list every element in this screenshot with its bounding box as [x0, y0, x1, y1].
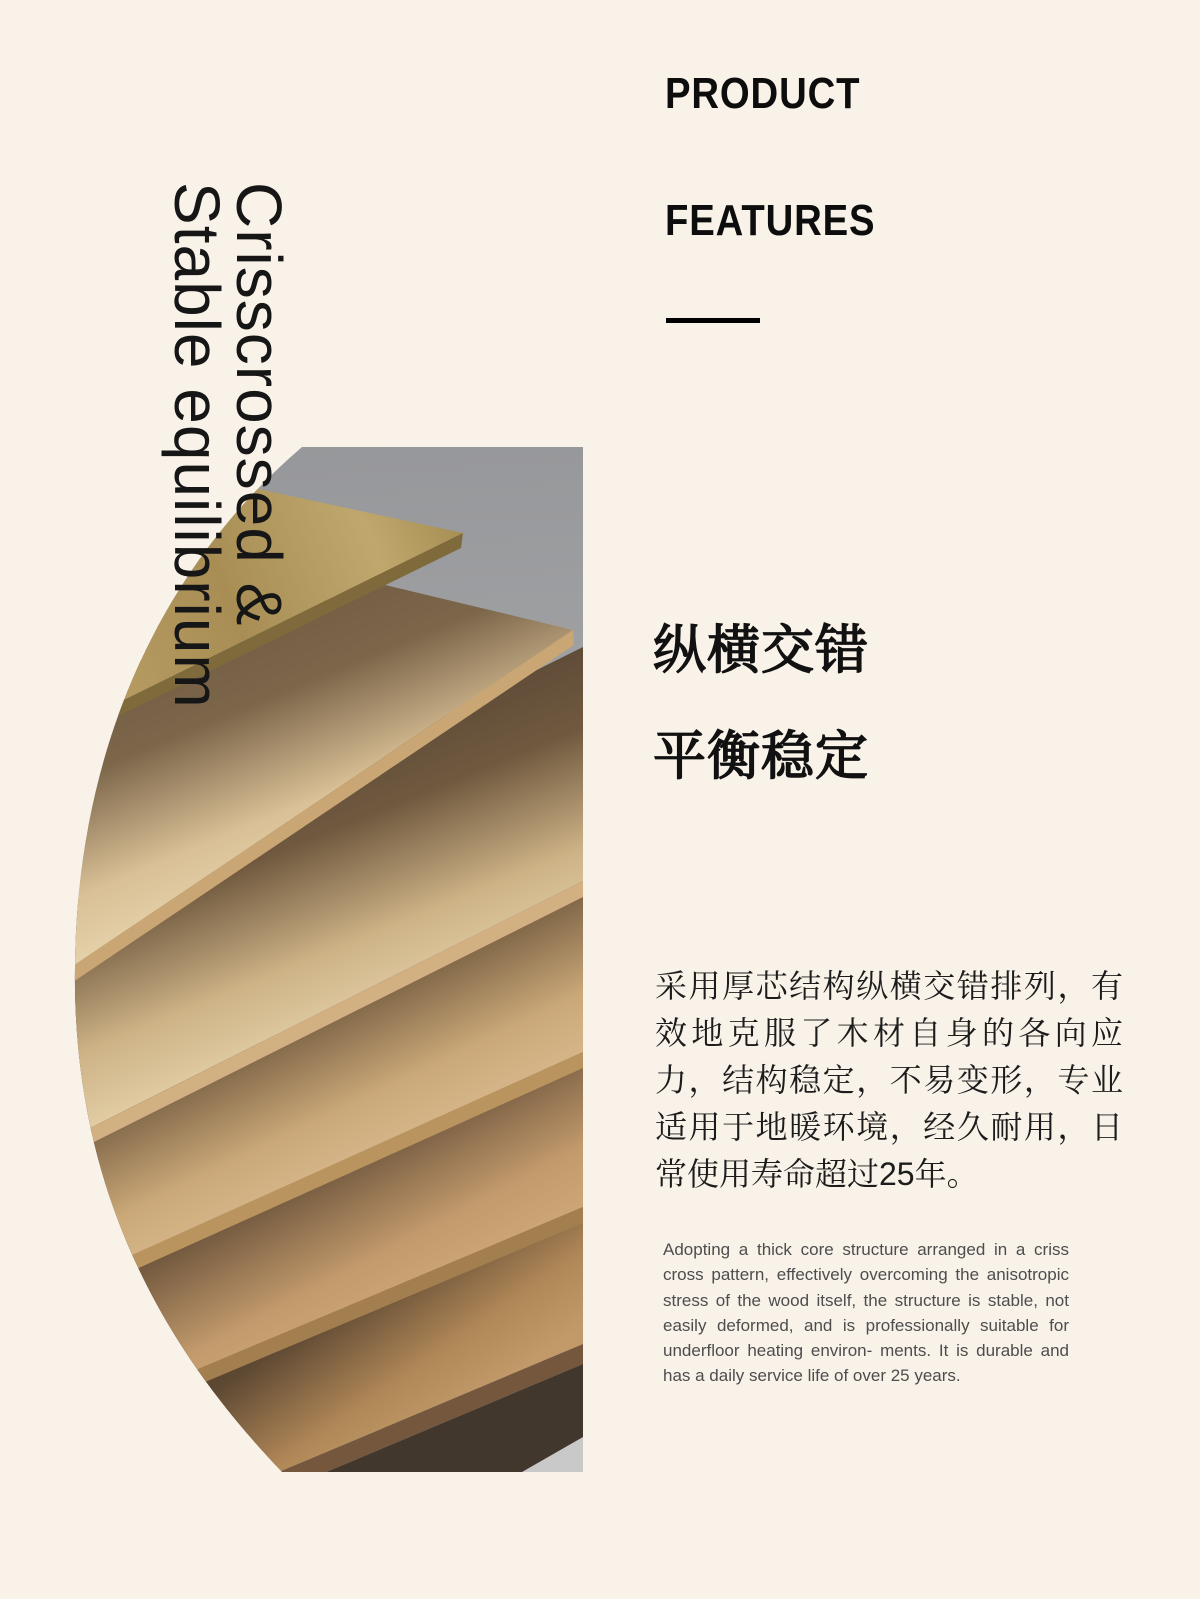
english-body-paragraph: Adopting a thick core structure arranged in a criss cross pattern, effectively overcoming the anisotropic stress of the wood itself, the structure is stable, not easily deformed, and is professionally suitable for underfloor heating environ- ments. It is durable and has a daily service life of over 25 years. [663, 1240, 1069, 1386]
chinese-headline [653, 598, 869, 810]
header-divider-rule [666, 318, 760, 323]
section-header [665, 30, 875, 284]
header-line-features: FEATURES [665, 196, 876, 245]
side-caption-line-2: Stable equilibrium [161, 182, 233, 709]
chinese-headline-line-1: 纵横交错 [653, 621, 869, 680]
chinese-headline-line-2: 平衡稳定 [653, 727, 869, 786]
rotated-side-caption [161, 182, 295, 709]
wood-stack-illustration [72, 447, 583, 1472]
header-line-product: PRODUCT [665, 69, 861, 118]
chinese-body-paragraph: 采用厚芯结构纵横交错排列，有效地克服了木材自身的各向应力，结构稳定，不易变形，专业适用于地暖环境，经久耐用，日常使用寿命超过25年。 [655, 968, 1123, 1192]
wood-stack-photo [72, 447, 583, 1472]
side-caption-line-1: Crisscrossed & [223, 182, 295, 627]
